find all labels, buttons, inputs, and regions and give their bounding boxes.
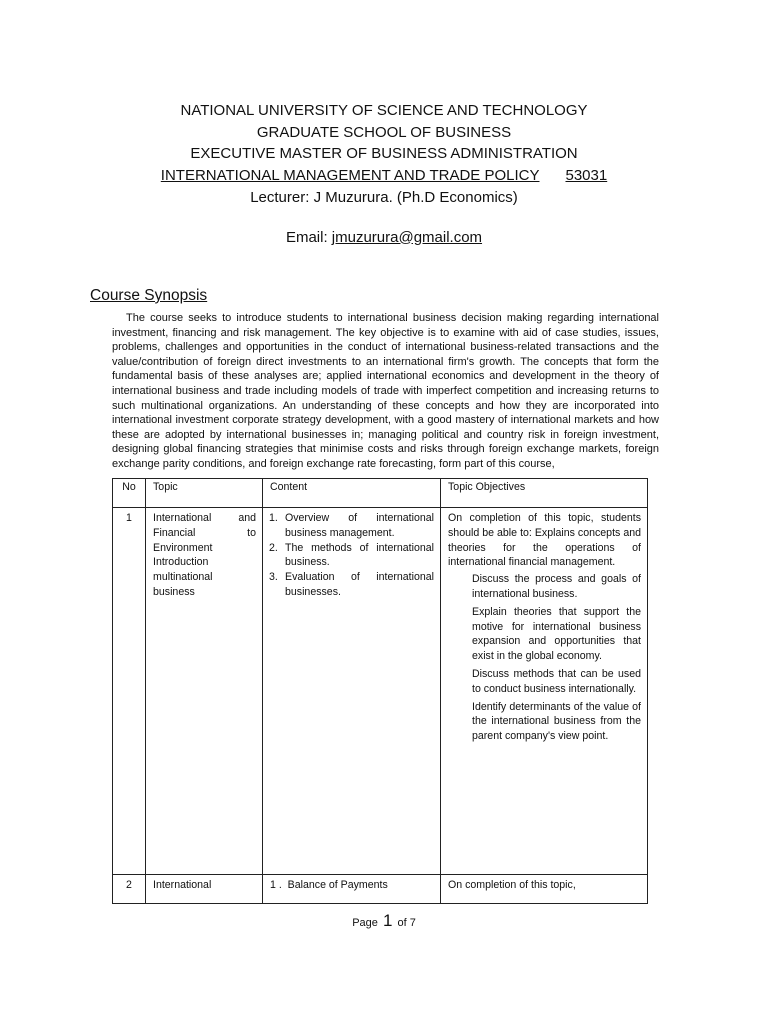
course-code: 53031: [565, 167, 608, 185]
course-title: INTERNATIONAL MANAGEMENT AND TRADE POLICY: [160, 167, 540, 185]
page-number: 1: [382, 911, 393, 930]
program-name: EXECUTIVE MASTER OF BUSINESS ADMINISTRATION: [190, 145, 578, 163]
university-name: NATIONAL UNIVERSITY OF SCIENCE AND TECHNOLOGY: [180, 102, 588, 119]
content-item: 1. Overview of international business management.: [269, 512, 434, 539]
header-content: Content: [263, 479, 441, 508]
synopsis-title: Course Synopsis: [90, 287, 208, 304]
synopsis-body: The course seeks to introduce students to international business decision making regarding international investment, financing and risk management. The key objective is to examine with aid of case studies, issues, problems, challenges and opportunities in the conduct of international business-related transactions and the value/contribution of foreign direct investments to an international firm's growth. The concepts that form the fundamental basis of these analyses are; applied international economics and development in the theory of international business and trade including models of trade with imperfect competition and increasing returns to such multinational organizations. An understanding of these concepts and how they are incorporated into international investment corporate strategy development, with a good mastery of international markets and how these are adopted by international businesses in; managing political and country risk in foreign investment, designing global financing strategies that minimise costs and risks through foreign exchange markets, foreign exchange parity conditions, and foreign exchange rate forecasting, form part of this course,: [112, 312, 659, 470]
objective-item: Explain theories that support the motive for international business expansion and opportunities that exist in the global economy.: [472, 605, 641, 663]
page-total: of 7: [394, 917, 416, 929]
table-header-row: [113, 479, 648, 508]
course-title-line: [0, 165, 768, 187]
content-num: 1 .: [270, 879, 282, 891]
content-text: Balance of Payments: [287, 879, 388, 891]
header-objectives: Topic Objectives: [441, 479, 648, 508]
row-topic: International and Financial to Environment Introduction multinational business: [146, 508, 263, 875]
objective-item: Identify determinants of the value of the international business from the parent company's view point.: [472, 700, 641, 743]
objective-item: Discuss methods that can be used to conduct business internationally.: [472, 667, 641, 695]
header-topic: Topic: [146, 479, 263, 508]
page-label: Page: [352, 917, 381, 929]
row-objectives: On completion of this topic,: [441, 875, 648, 904]
row-no: 1: [113, 508, 146, 875]
content-item: 3. Evaluation of international businesses.: [269, 571, 434, 598]
lecturer: Lecturer: J Muzurura. (Ph.D Economics): [250, 188, 518, 206]
document-header: [0, 100, 768, 248]
objectives-intro: On completion of this topic, students should be able to: Explains concepts and theories for the operations of international financial management.: [448, 512, 641, 569]
objective-item: Discuss the process and goals of international business.: [472, 573, 641, 600]
row-content: [263, 875, 441, 904]
table-row: [113, 875, 648, 904]
table-row: [113, 508, 648, 875]
header-no: No: [113, 479, 146, 508]
email-line: [0, 227, 768, 249]
row-content: [263, 508, 441, 875]
page-footer: [0, 911, 768, 931]
school-name: GRADUATE SCHOOL OF BUSINESS: [256, 123, 512, 141]
course-topics-table: [112, 478, 648, 904]
row-topic: International: [146, 875, 263, 904]
row-objectives: [441, 508, 648, 875]
email-link[interactable]: jmuzurura@gmail.com: [331, 228, 483, 246]
row-no: 2: [113, 875, 146, 904]
email-label: Email:: [285, 228, 332, 246]
content-item: 2. The methods of international business.: [269, 541, 434, 569]
